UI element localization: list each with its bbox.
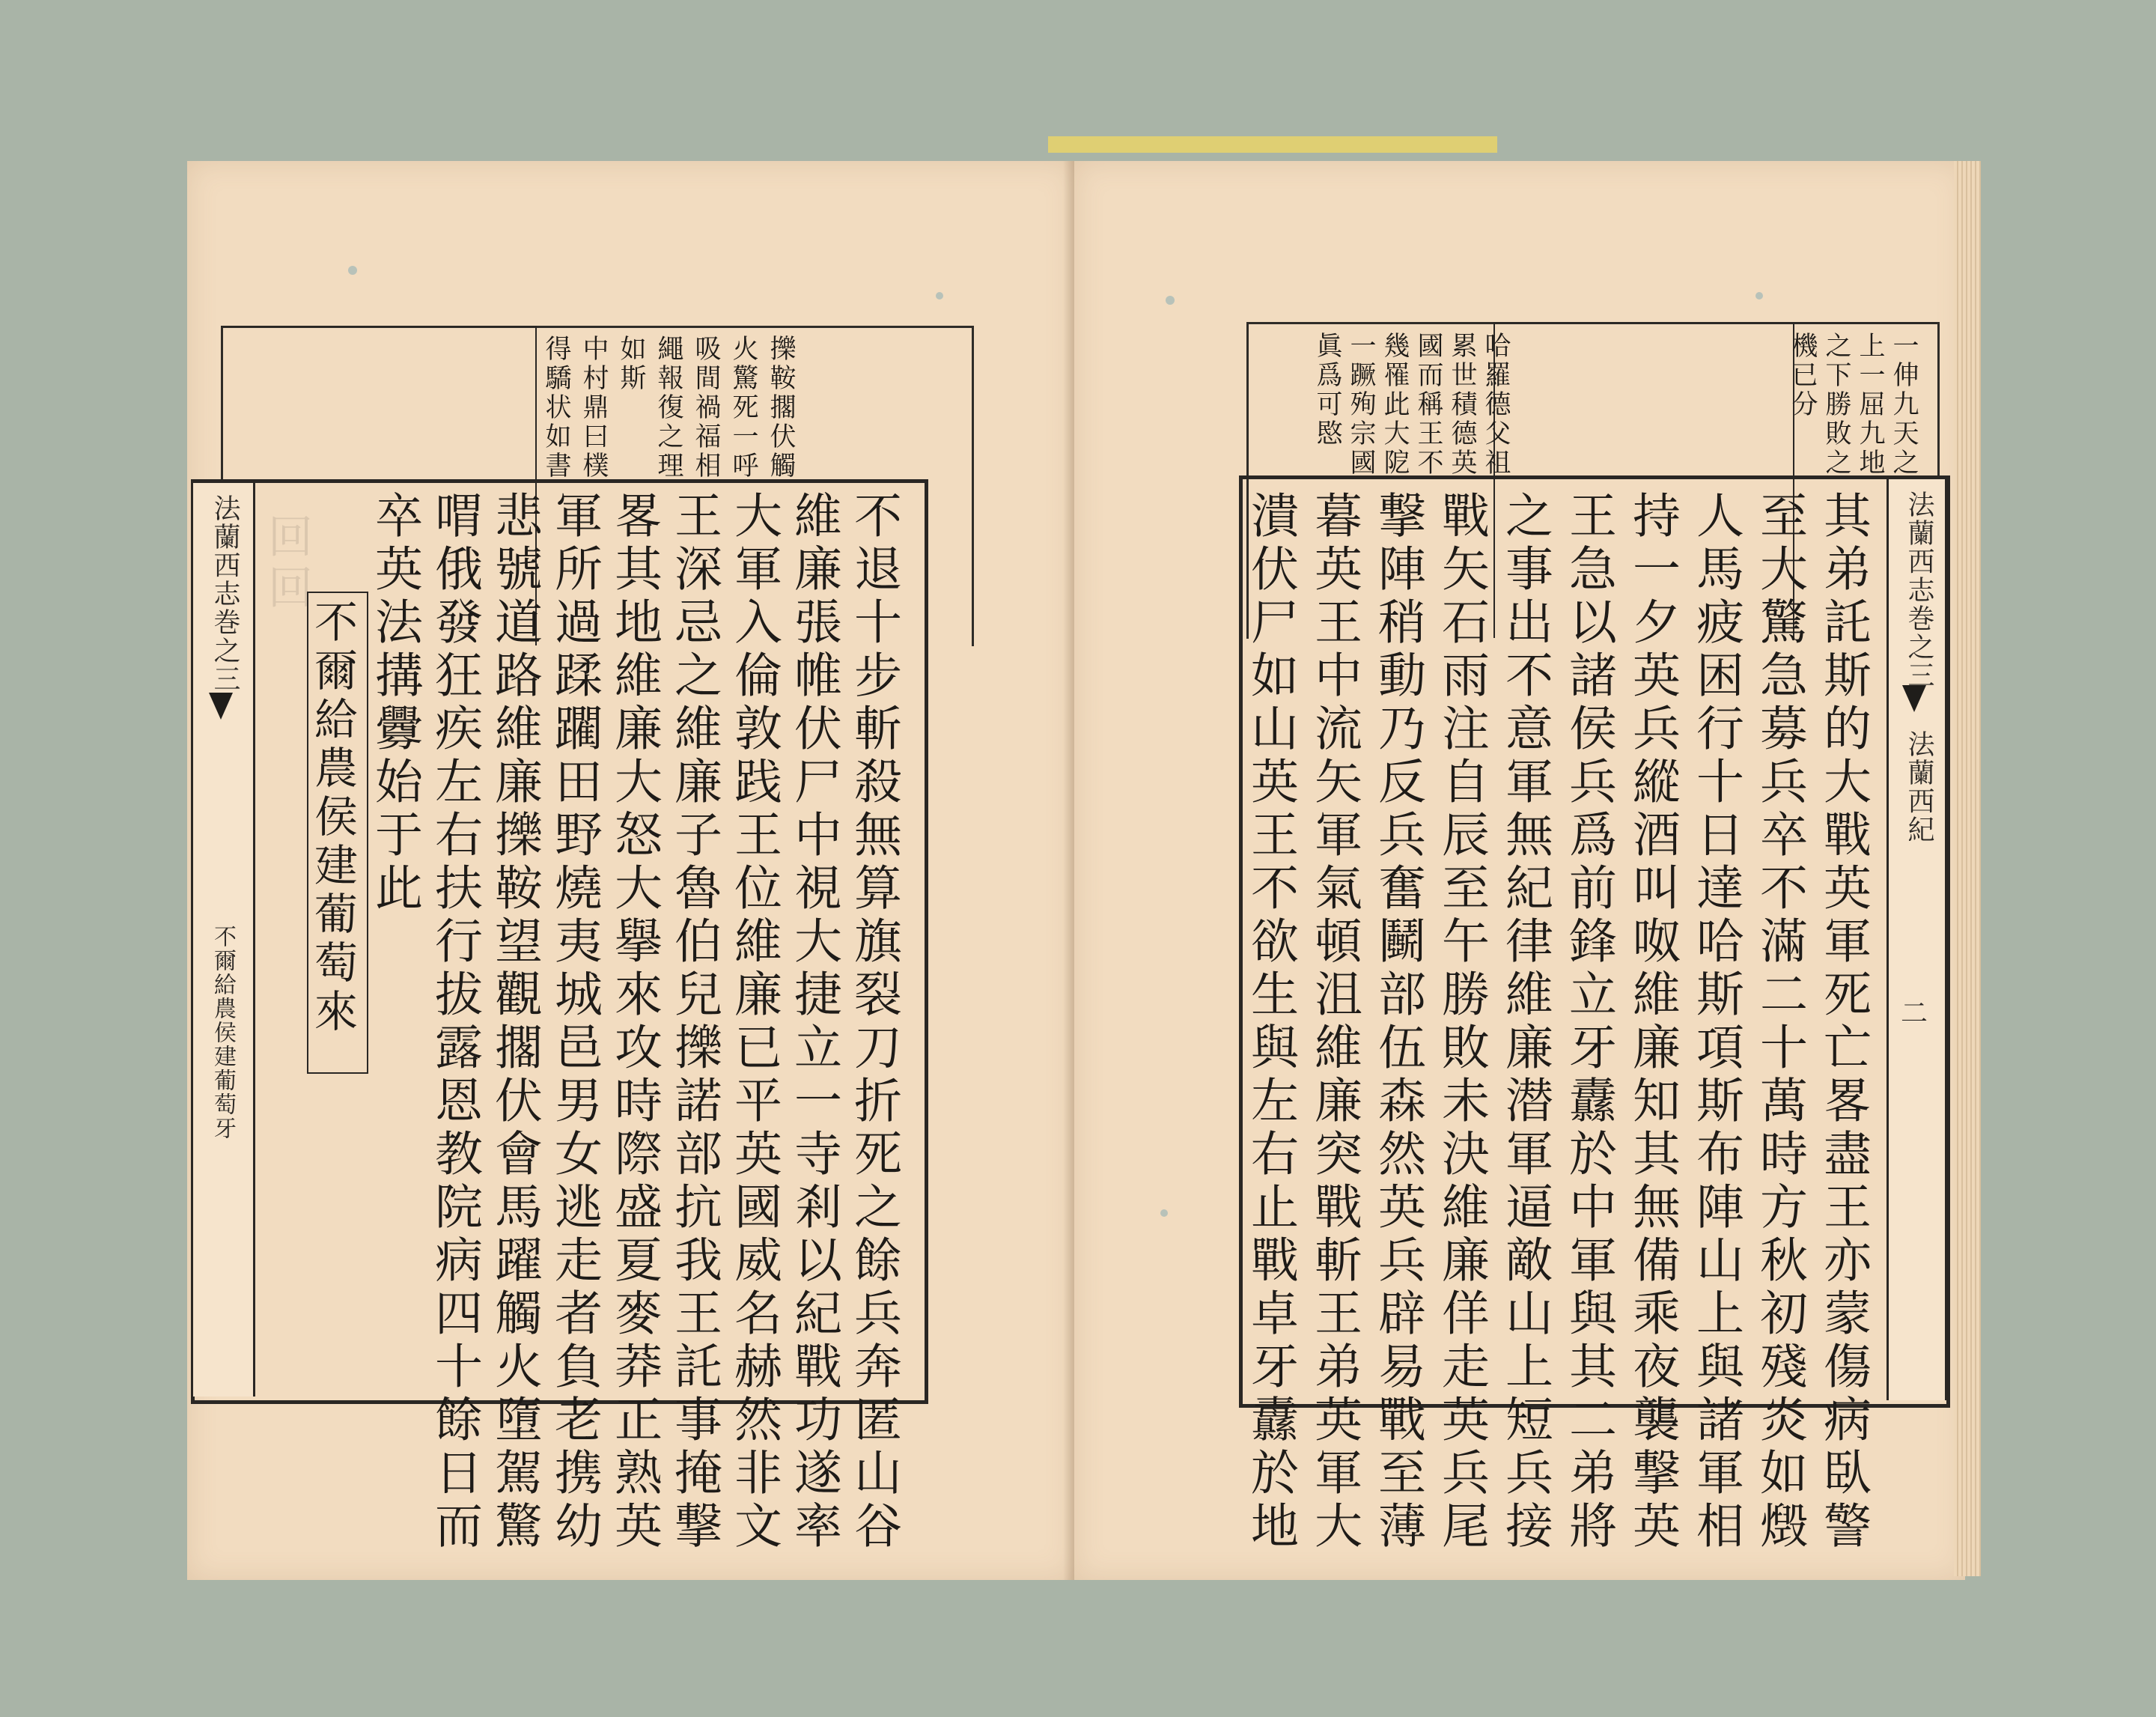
left-main-col-2: 維廉張帷伏尸中視大捷立一寺剎以紀戰功遂率 (786, 490, 841, 1554)
left-main-col-9: 卒英法搆釁始于此 (367, 490, 422, 916)
binding-hole (936, 292, 943, 300)
binding-hole (1755, 292, 1763, 300)
right-page (1074, 161, 1965, 1580)
left-head-col-4: 繩報復之理 (654, 335, 683, 481)
left-head-col-3: 吸間禍福相 (691, 335, 721, 481)
left-main-col-6: 軍所過蹂躙田野燒夷城邑男女逃走者負老携幼 (546, 490, 602, 1554)
left-main-col-8: 喟俄發狂疾左右扶行拔露恩教院病四十餘日而 (427, 490, 482, 1554)
right-main-col-4: 持一夕英兵縱酒叫呶維廉知其無備乘夜襲撃英 (1624, 490, 1680, 1554)
right-head-col-2: 上一屈九地 (1855, 332, 1885, 478)
binding-hole (1166, 296, 1175, 305)
bleed-through: 回回 (261, 513, 313, 615)
left-head-col-2: 火驚死一呼 (728, 335, 758, 481)
page-number: 二 (1901, 998, 1928, 1029)
binding-hole (348, 266, 357, 275)
right-head-col-4: 機已分 (1788, 332, 1818, 419)
left-main-col-7: 悲號道路維廉擽鞍望觀擱伏會馬躍觸火墮駕驚 (487, 490, 542, 1554)
right-main-col-1: 其弟託斯的大戰英軍死亡畧盡王亦蒙傷病臥警 (1815, 490, 1871, 1554)
right-main-col-2: 至大驚急募兵卒不滿二十萬時方秋初殘炎如燬 (1752, 490, 1807, 1554)
right-main-col-9: 暮英王中流矢軍氣頓沮維廉突戰斬王弟英軍大 (1306, 490, 1362, 1554)
right-banderole-title: 法蘭西志巻之三 (1904, 490, 1934, 690)
right-head-col-6: 累世積德英 (1447, 332, 1477, 478)
right-main-col-5: 王急以諸侯兵爲前鋒立牙纛於中軍與其二弟將 (1561, 490, 1616, 1554)
left-main-col-1: 不退十步斬殺無算旗裂刀折死之餘兵奔匿山谷 (846, 490, 901, 1554)
left-head-col-6: 中村鼎曰樸 (579, 335, 609, 481)
right-head-col-8: 幾罹此大阸 (1380, 332, 1410, 478)
left-main-col-5: 畧其地維廉大怒大擧來攻時際盛夏麥莽正熟英 (606, 490, 662, 1554)
left-main-col-3: 大軍入倫敦践王位維廉已平英國威名赫然非文 (726, 490, 782, 1554)
left-head-col-1: 擽鞍擱伏觸 (766, 335, 796, 481)
left-page (187, 161, 1074, 1580)
left-head-col-5: 如斯 (616, 335, 646, 393)
book-edge-yellow (1048, 136, 1497, 153)
left-head-col-7: 得驕状如書 (541, 335, 571, 481)
right-head-col-10: 眞爲可愍 (1312, 332, 1342, 449)
right-head-col-5: 哈羅德父祖 (1481, 332, 1511, 478)
right-head-col-3: 之下勝敗之 (1821, 332, 1851, 478)
right-head-col-9: 一蹶殉宗國 (1346, 332, 1376, 478)
right-main-col-8: 撃陣稍動乃反兵奮鬭部伍森然英兵辟易戰至薄 (1370, 490, 1425, 1554)
right-main-col-6: 之事出不意軍無紀律維廉潜軍逼敵山上短兵接 (1497, 490, 1553, 1554)
left-fishtail-mark (209, 693, 233, 720)
left-subheading: 不爾給農侯建葡萄來 (307, 599, 358, 1037)
left-main-col-4: 王深忌之維廉子魯伯兒擽諾部抗我王託事掩撃 (666, 490, 722, 1554)
right-banderole-subtitle: 法蘭西紀 (1904, 730, 1934, 844)
left-banderole-subtitle: 不爾給農侯建葡萄牙 (210, 925, 236, 1140)
page-edges (1954, 161, 1981, 1576)
right-head-col-1: 一伸九天之 (1889, 332, 1919, 478)
binding-hole (1160, 1209, 1168, 1217)
left-banderole-title: 法蘭西志巻之三 (210, 494, 240, 693)
right-head-col-7: 國而稱王不 (1413, 332, 1443, 478)
right-main-col-7: 戰矢石雨注自辰至午勝敗未決維廉佯走英兵尾 (1434, 490, 1489, 1554)
right-main-col-10: 潰伏尸如山英王不欲生與左右止戰卓牙纛於地 (1243, 490, 1298, 1554)
right-main-col-3: 人馬疲困行十日達哈斯項斯布陣山上與諸軍相 (1688, 490, 1744, 1554)
